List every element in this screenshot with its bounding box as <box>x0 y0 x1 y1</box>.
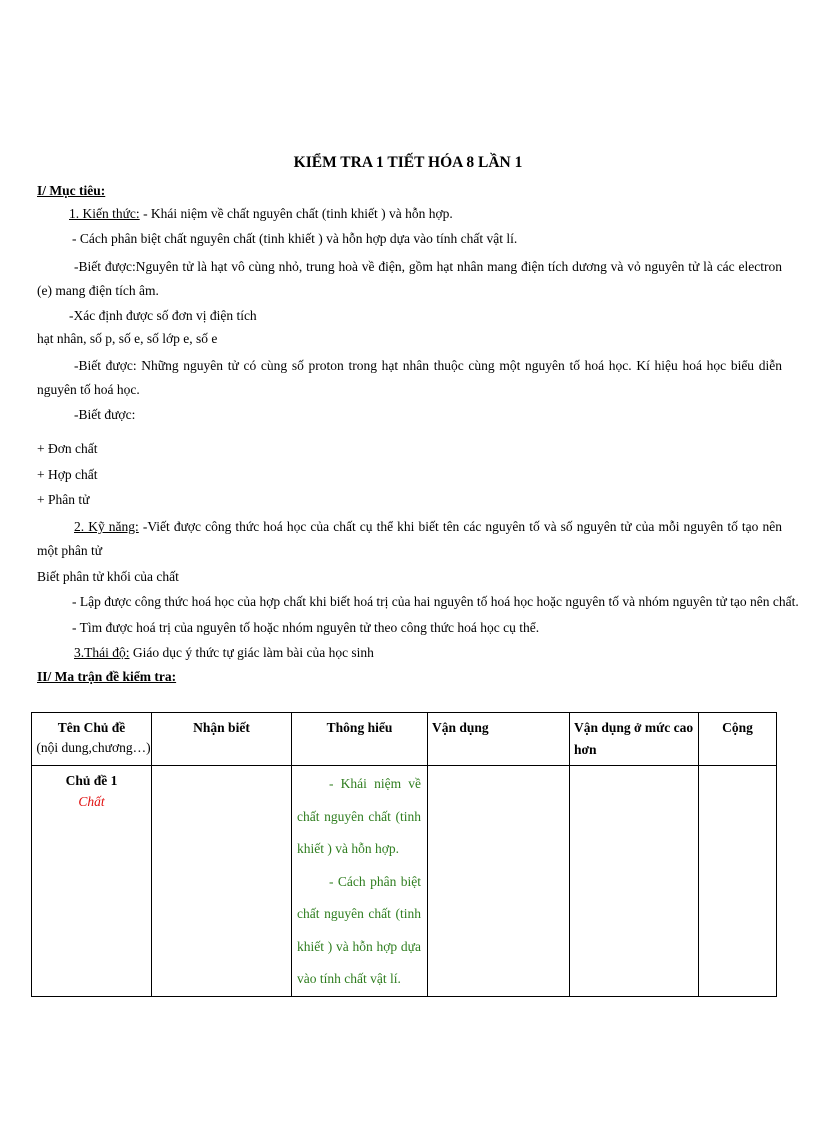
header-topic <box>32 713 152 766</box>
topic-cell <box>32 766 152 997</box>
header-topic-line1: Tên Chủ đề <box>57 720 126 735</box>
topic-label: Chủ đề 1 <box>65 773 118 788</box>
header-understand-label: Thông hiểu <box>326 720 393 735</box>
table-row <box>32 766 777 997</box>
knowledge-line <box>69 205 453 223</box>
total-cell <box>699 766 777 997</box>
understand-item: - Cách phân biệt chất nguyên chất (tinh khiết ) và hỗn hợp dựa vào tính chất vật lí. <box>297 873 421 986</box>
attitude-line <box>74 644 374 662</box>
understand-item: - Khái niệm về chất nguyên chất (tinh khiết ) và hỗn hợp. <box>297 776 421 856</box>
header-recognize <box>152 713 292 766</box>
objective-line-9: - Lập được công thức hoá học của hợp chất khi biết hoá trị của hai nguyên tố hoá học hoặc nguyên tố và nhóm nguyên tử tạo nên chất. <box>72 594 799 609</box>
header-apply <box>428 713 570 766</box>
objective-line-4: -Xác định được số đơn vị điện tích <box>69 308 257 323</box>
objective-line-3: -Biết được:Nguyên tử là hạt vô cùng nhỏ, trung hoà về điện, gồm hạt nhân mang điện tích dương và vỏ nguyên tử là các electron (e) mang điện tích âm. <box>37 259 782 298</box>
table-header-row <box>32 713 777 766</box>
objective-line-2: - Cách phân biệt chất nguyên chất (tinh khiết ) và hỗn hợp dựa vào tính chất vật lí. <box>72 231 518 246</box>
page-title: KIỂM TRA 1 TIẾT HÓA 8 LẦN 1 <box>293 154 523 171</box>
objective-line-8: Biết phân tử khối của chất <box>37 569 179 584</box>
apply-cell <box>428 766 570 997</box>
header-total-label: Cộng <box>722 720 753 735</box>
header-topic-line2: (nội dung,chương…) <box>36 740 151 755</box>
knowledge-label: 1. Kiến thức: <box>69 206 140 221</box>
recognize-cell <box>152 766 292 997</box>
header-apply-high <box>570 713 699 766</box>
topic-name: Chất <box>78 794 105 809</box>
header-apply-label: Vận dụng <box>432 720 489 735</box>
objective-line-7: -Biết được: <box>74 407 136 422</box>
skills-label: 2. Kỹ năng: <box>74 519 139 534</box>
bullet-item: + Đơn chất <box>37 441 98 456</box>
section-heading-matrix: II/ Ma trận đề kiểm tra: <box>37 669 177 684</box>
skills-paragraph <box>37 515 782 563</box>
objective-line-6: -Biết được: Những nguyên tử có cùng số proton trong hạt nhân thuộc cùng một nguyên tố hoá học. Kí hiệu hoá học biểu diễn nguyên tố hoá học. <box>37 358 782 397</box>
understand-content <box>292 766 427 996</box>
attitude-label: 3.Thái độ: <box>74 645 130 660</box>
apply-high-cell <box>570 766 699 997</box>
header-total <box>699 713 777 766</box>
objective-line-10: - Tìm được hoá trị của nguyên tố hoặc nhóm nguyên tử theo công thức hoá học cụ thể. <box>72 620 540 635</box>
header-recognize-label: Nhận biết <box>193 720 250 735</box>
bullet-item: + Hợp chất <box>37 467 98 482</box>
attitude-text: Giáo dục ý thức tự giác làm bài của học sinh <box>129 645 374 660</box>
skills-text: -Viết được công thức hoá học của chất cụ thể khi biết tên các nguyên tố và số nguyên tử của mỗi nguyên tố tạo nên một phân tử <box>37 519 782 558</box>
knowledge-text: - Khái niệm về chất nguyên chất (tinh khiết ) và hỗn hợp. <box>139 206 453 221</box>
assessment-matrix-table <box>31 712 777 997</box>
objective-line-5: hạt nhân, số p, số e, số lớp e, số e <box>37 331 218 346</box>
understand-cell <box>292 766 428 997</box>
section-heading-objectives: I/ Mục tiêu: <box>37 183 106 198</box>
bullet-item: + Phân tử <box>37 492 90 507</box>
header-understand <box>292 713 428 766</box>
header-apply-high-label: Vận dụng ở mức cao hơn <box>574 720 694 757</box>
